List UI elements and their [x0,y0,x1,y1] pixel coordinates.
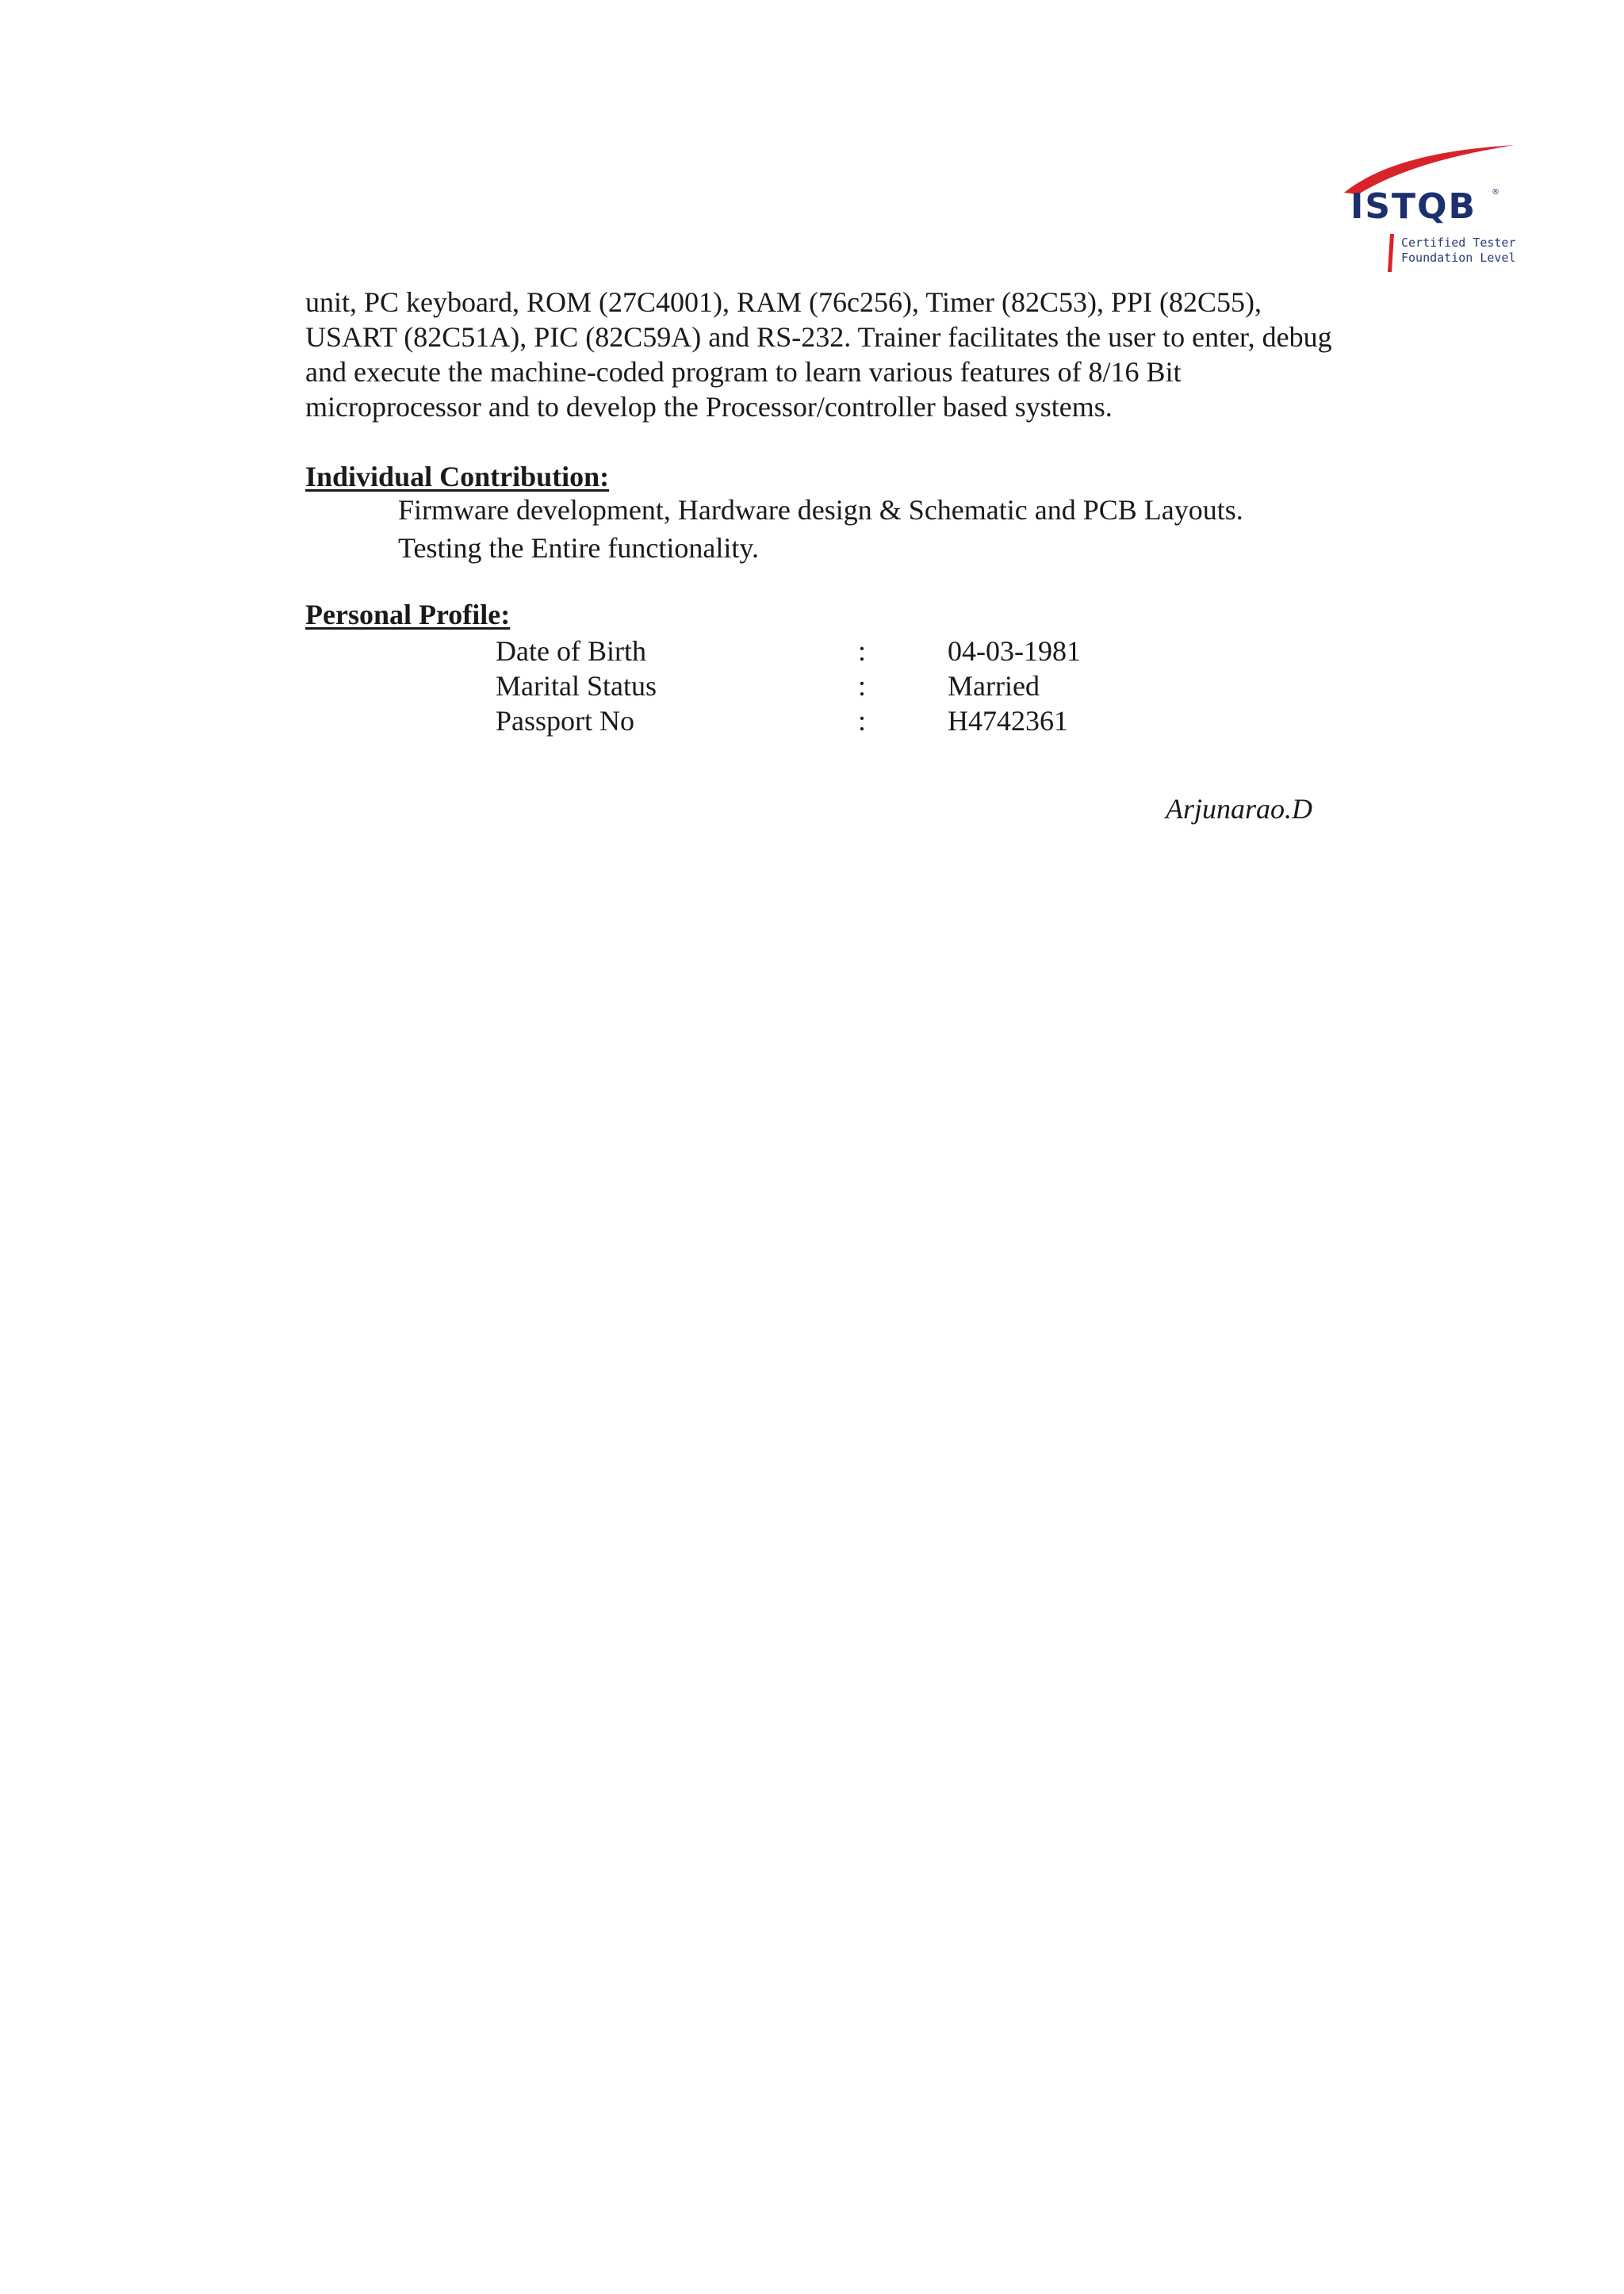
intro-line: microprocessor and to develop the Processor/controller based systems. [305,391,1113,423]
logo-wordmark: ISTQB [1350,186,1477,227]
profile-value: Married [948,670,1040,702]
intro-line: USART (82C51A), PIC (82C59A) and RS-232. Trainer facilitates the user to enter, debug [305,321,1332,353]
individual-contribution-heading: Individual Contribution: [305,461,610,492]
logo-subtitle-line2: Foundation Level [1401,251,1516,265]
signature: Arjunarao.D [1166,793,1313,825]
profile-value: 04-03-1981 [948,635,1081,667]
profile-row-date-of-birth [0,634,1624,668]
personal-profile-heading: Personal Profile: [305,599,511,630]
istqb-logo [1312,145,1519,280]
profile-label: Date of Birth [496,635,646,667]
profile-row-passport-no [0,703,1624,738]
profile-value: H4742361 [948,705,1068,737]
contribution-line: Testing the Entire functionality. [398,532,760,564]
profile-separator: : [858,670,867,702]
logo-subtitle-line1: Certified Tester [1401,236,1516,250]
intro-line: and execute the machine-coded program to learn various features of 8/16 Bit [305,356,1182,388]
profile-separator: : [858,705,867,737]
profile-separator: : [858,635,867,667]
intro-line: unit, PC keyboard, ROM (27C4001), RAM (76c256), Timer (82C53), PPI (82C55), [305,286,1262,318]
profile-row-marital-status [0,668,1624,703]
contribution-line: Firmware development, Hardware design & Schematic and PCB Layouts. [398,494,1243,526]
logo-registered-mark: ® [1492,188,1500,197]
intro-paragraph [305,285,1415,424]
profile-label: Marital Status [496,670,657,702]
profile-label: Passport No [496,705,635,737]
